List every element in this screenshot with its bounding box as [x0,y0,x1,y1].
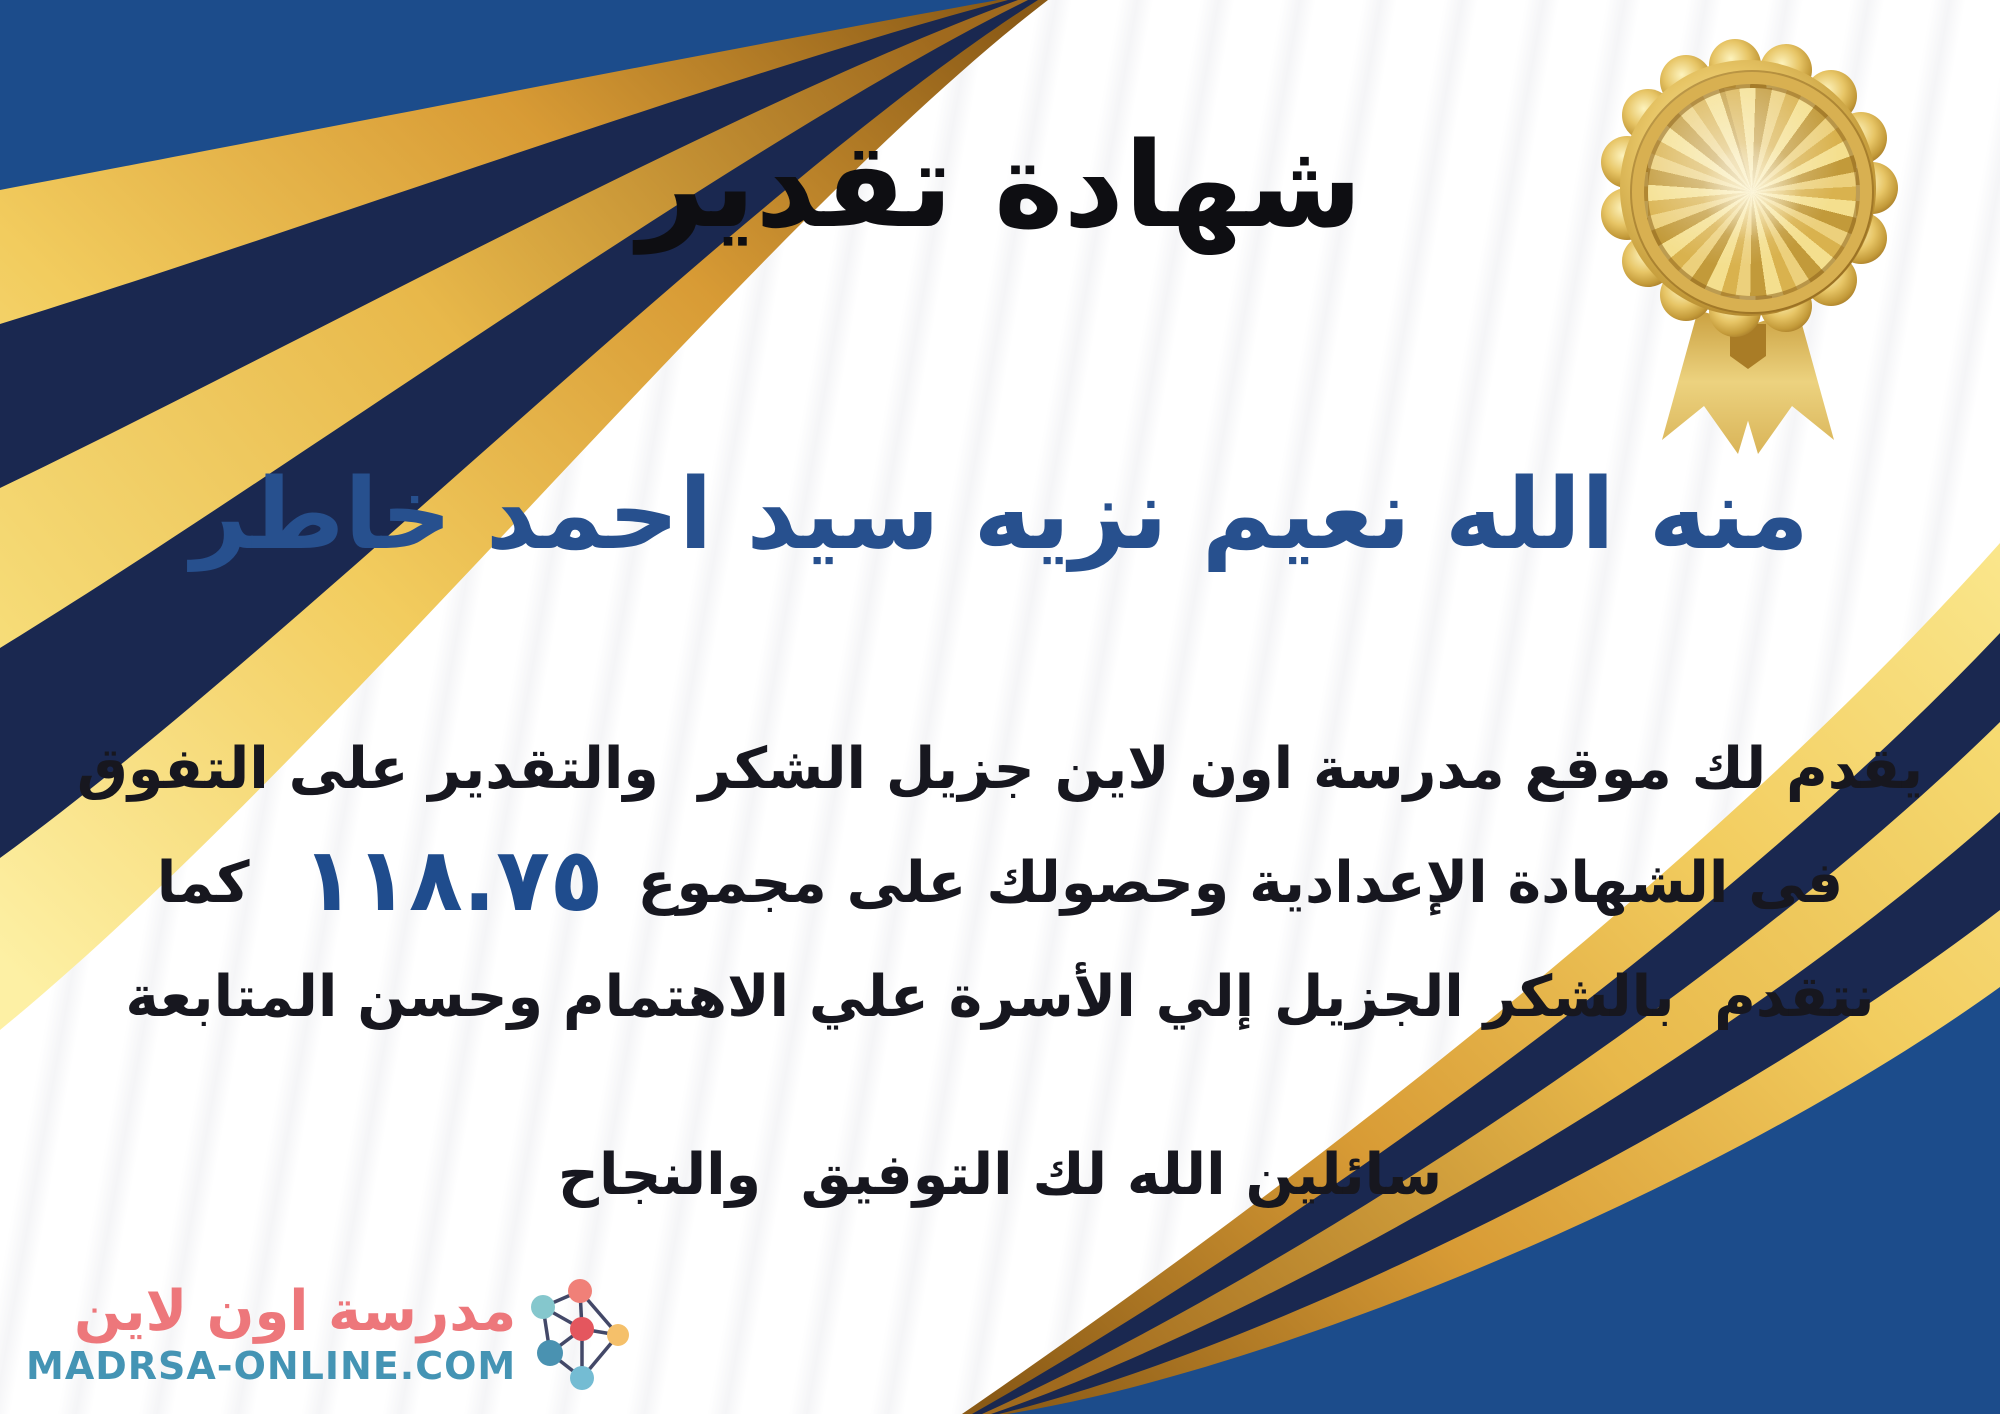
certificate-body [0,712,2000,1054]
closing-line: سائلين الله لك التوفيق والنجاح [557,1142,1443,1208]
logo-text-block [26,1280,516,1390]
body-line-3: نتقدم بالشكر الجزيل إلي الأسرة علي الاهتمام وحسن المتابعة [125,964,1875,1030]
body-line-1: يقدم لك موقع مدرسة اون لاين جزيل الشكر والتقدير على التفوق [76,736,1924,802]
student-name: منه الله نعيم نزيه سيد احمد خاطر [191,458,1809,572]
body-line-2-tail: كما [156,850,250,916]
medal-face [1644,84,1860,300]
score-value: ١١٨.٧٥ [301,828,604,931]
site-logo [26,1277,630,1392]
gold-medal-icon [1598,38,1898,458]
logo-arabic-name: مدرسة اون لاين [74,1278,517,1344]
network-graph-icon [530,1277,630,1392]
body-line-2 [0,826,2000,940]
certificate-title: شهادة تقدير [637,116,1363,254]
logo-website-url: MADRSA-ONLINE.COM [26,1343,517,1388]
body-line-2-text: فى الشهادة الإعدادية وحصولك على مجموع [637,850,1844,916]
